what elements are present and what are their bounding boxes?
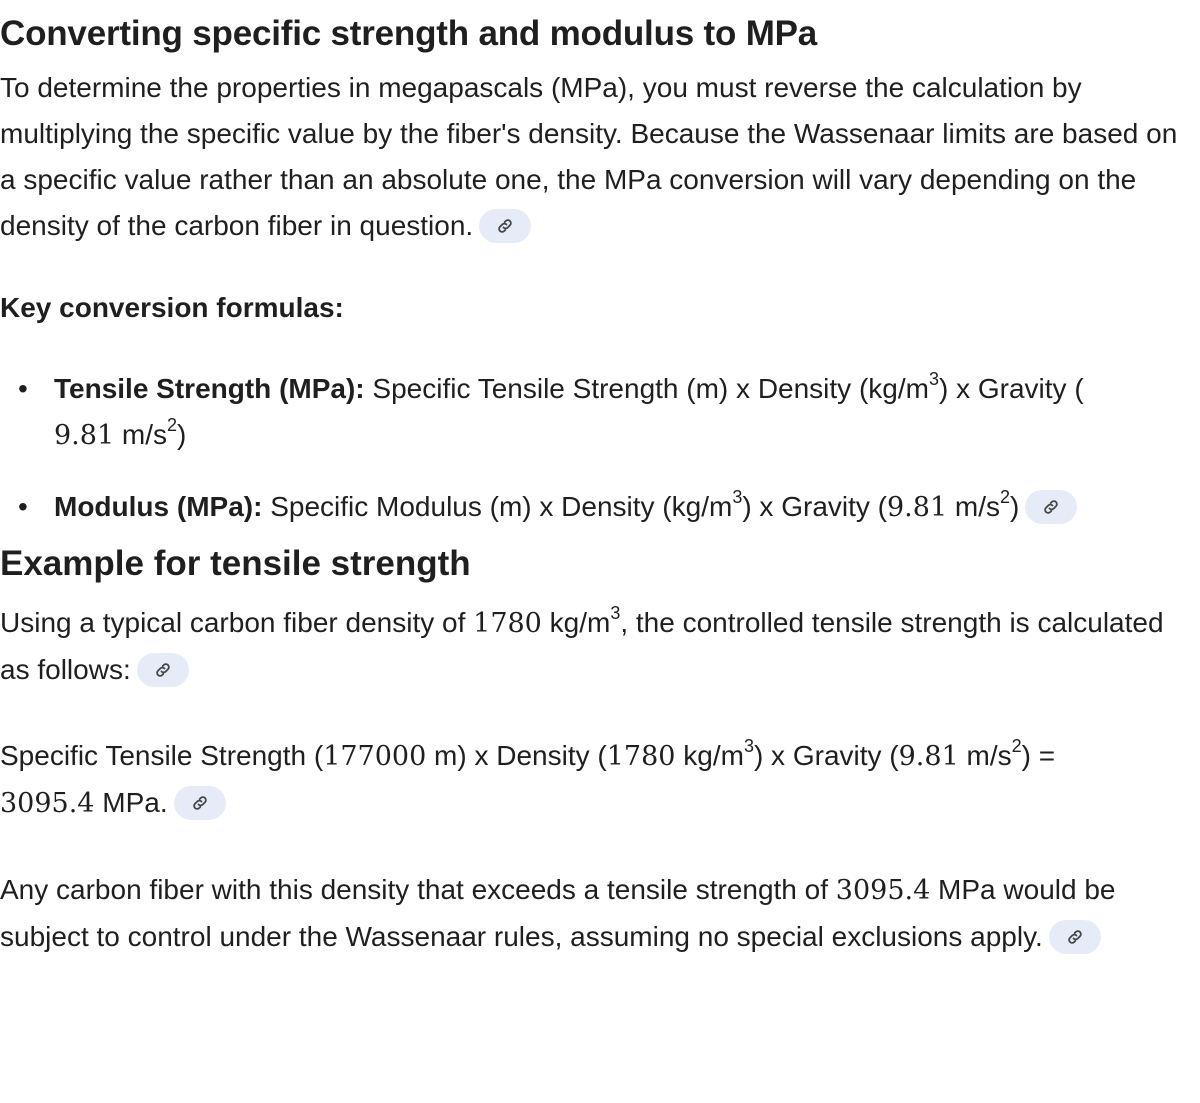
citation-chip[interactable] <box>1025 490 1077 524</box>
calc-text: m/s <box>958 740 1012 771</box>
calc-text: Specific Tensile Strength ( <box>0 740 324 771</box>
key-formulas-heading: Key conversion formulas: <box>0 292 344 323</box>
formula-list <box>0 366 1200 531</box>
density-value: 1780 <box>606 741 676 772</box>
result-value: 3095.4 <box>835 875 931 906</box>
formula-superscript: 2 <box>1000 487 1011 507</box>
bullet-icon: • <box>18 373 28 404</box>
formula-text: ) <box>1010 491 1020 522</box>
formula-label: Modulus (MPa): <box>54 491 263 522</box>
example-heading: Example for tensile strength <box>0 544 471 583</box>
formula-label: Tensile Strength (MPa): <box>54 373 365 404</box>
example-intro-paragraph <box>0 600 1200 693</box>
citation-chip[interactable] <box>137 653 189 687</box>
intro-text: To determine the properties in megapascals (MPa), you must reverse the calculation by multiplying the specific value by the fiber's density. Because the Wassenaar limits are based on a specific value rather than an absolute one, the MPa conversion will vary depending on the density of the carbon fiber in question. <box>0 72 1178 241</box>
calc-superscript: 3 <box>743 736 754 756</box>
conclusion-text: MPa would be subject to control under the Wassenaar rules, assuming no special exclusions apply. <box>0 874 1116 952</box>
example-conclusion-paragraph <box>0 867 1200 960</box>
formula-text: Specific Modulus (m) x Density (kg/m <box>262 491 733 522</box>
strength-value: 177000 <box>323 741 427 772</box>
formula-superscript: 2 <box>167 415 178 435</box>
link-icon <box>1066 928 1084 946</box>
conclusion-text: Any carbon fiber with this density that exceeds a tensile strength of <box>0 874 836 905</box>
formula-superscript: 3 <box>928 369 939 389</box>
gravity-value: 9.81 <box>54 420 115 451</box>
formula-text: ) x Gravity ( <box>938 373 1084 404</box>
example-calculation-paragraph <box>0 733 1200 827</box>
citation-chip[interactable] <box>479 209 531 243</box>
link-icon <box>191 794 209 812</box>
calc-text: ) = <box>1021 740 1056 771</box>
citation-chip[interactable] <box>174 786 226 820</box>
page-title: Converting specific strength and modulus to MPa <box>0 14 818 53</box>
example-text: , the controlled tensile strength is calculated as follows: <box>0 607 1164 685</box>
calc-text: MPa. <box>94 787 168 818</box>
formula-text: m/s <box>947 491 1001 522</box>
link-icon <box>1042 498 1060 516</box>
bullet-icon: • <box>18 491 28 522</box>
example-text: kg/m <box>541 607 611 638</box>
list-item <box>0 366 1200 459</box>
list-item <box>0 484 1200 531</box>
result-value: 3095.4 <box>0 788 95 819</box>
calc-text: kg/m <box>675 740 744 771</box>
link-icon <box>154 661 172 679</box>
intro-paragraph <box>0 65 1200 249</box>
citation-chip[interactable] <box>1049 920 1101 954</box>
calc-text: m) x Density ( <box>426 740 607 771</box>
link-icon <box>496 217 514 235</box>
calc-text: ) x Gravity ( <box>753 740 899 771</box>
formula-superscript: 3 <box>732 487 743 507</box>
example-text: Using a typical carbon fiber density of <box>0 607 474 638</box>
example-superscript: 3 <box>610 603 621 623</box>
calc-superscript: 2 <box>1011 736 1022 756</box>
formula-text: ) <box>177 419 187 450</box>
formula-text: Specific Tensile Strength (m) x Density (kg/m <box>364 373 929 404</box>
gravity-value: 9.81 <box>887 492 948 523</box>
density-value: 1780 <box>473 608 542 639</box>
gravity-value: 9.81 <box>898 741 959 772</box>
formula-text: ) x Gravity ( <box>742 491 887 522</box>
formula-text: m/s <box>114 419 168 450</box>
